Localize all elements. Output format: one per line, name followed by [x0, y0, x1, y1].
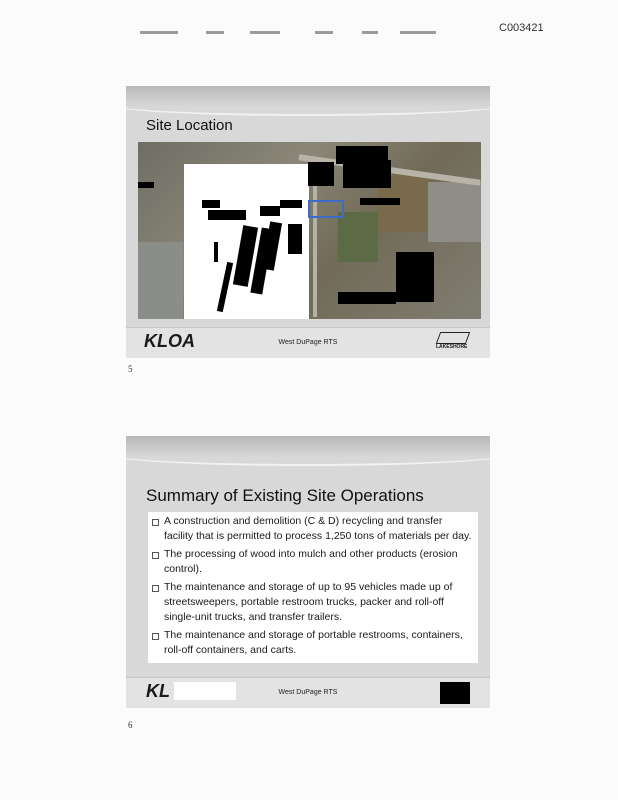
- kloa-logo: [144, 331, 195, 352]
- slide-number: 6: [128, 720, 133, 730]
- slide-number: 5: [128, 364, 133, 374]
- partner-logo-redacted: [440, 682, 470, 704]
- redacted-header-line: [140, 31, 440, 37]
- footer-text: West DuPage RTS: [278, 689, 338, 696]
- bullet-item: The maintenance and storage of up to 95 vehicles made up of streetsweepers, portable restroom trucks, packer and roll-off single-unit trucks, and transfer trailers.: [152, 580, 474, 625]
- bullet-list: [148, 512, 478, 663]
- slide-site-location: [126, 86, 490, 358]
- slide-header-swoosh: [126, 442, 490, 466]
- site-outline: [308, 200, 344, 218]
- slide-header-swoosh: [126, 92, 490, 116]
- partner-logo: [436, 332, 470, 352]
- slide-title: Summary of Existing Site Operations: [146, 486, 424, 505]
- kloa-logo: [146, 681, 170, 702]
- bullet-item: A construction and demolition (C & D) recycling and transfer facility that is permitted to process 1,250 tons of materials per day.: [152, 514, 474, 544]
- bullet-marker: [152, 519, 159, 526]
- slide-summary-operations: [126, 436, 490, 708]
- bullet-marker: [152, 552, 159, 559]
- bates-number: C003421: [499, 22, 544, 34]
- aerial-map: [138, 142, 481, 319]
- map-label: [360, 198, 400, 205]
- logo-redaction: [174, 682, 236, 700]
- bullet-marker: [152, 633, 159, 640]
- kloa-logo-text: KLOA: [144, 331, 195, 351]
- footer-text: West DuPage RTS: [278, 339, 338, 346]
- partner-logo-text: LAKESHORE: [436, 344, 468, 350]
- kloa-logo-text: KL: [146, 681, 170, 701]
- bullet-item: The maintenance and storage of portable restrooms, containers, roll-off containers, and carts.: [152, 628, 474, 658]
- slide-title: Site Location: [146, 117, 233, 134]
- bullet-marker: [152, 585, 159, 592]
- bullet-item: The processing of wood into mulch and other products (erosion control).: [152, 547, 474, 577]
